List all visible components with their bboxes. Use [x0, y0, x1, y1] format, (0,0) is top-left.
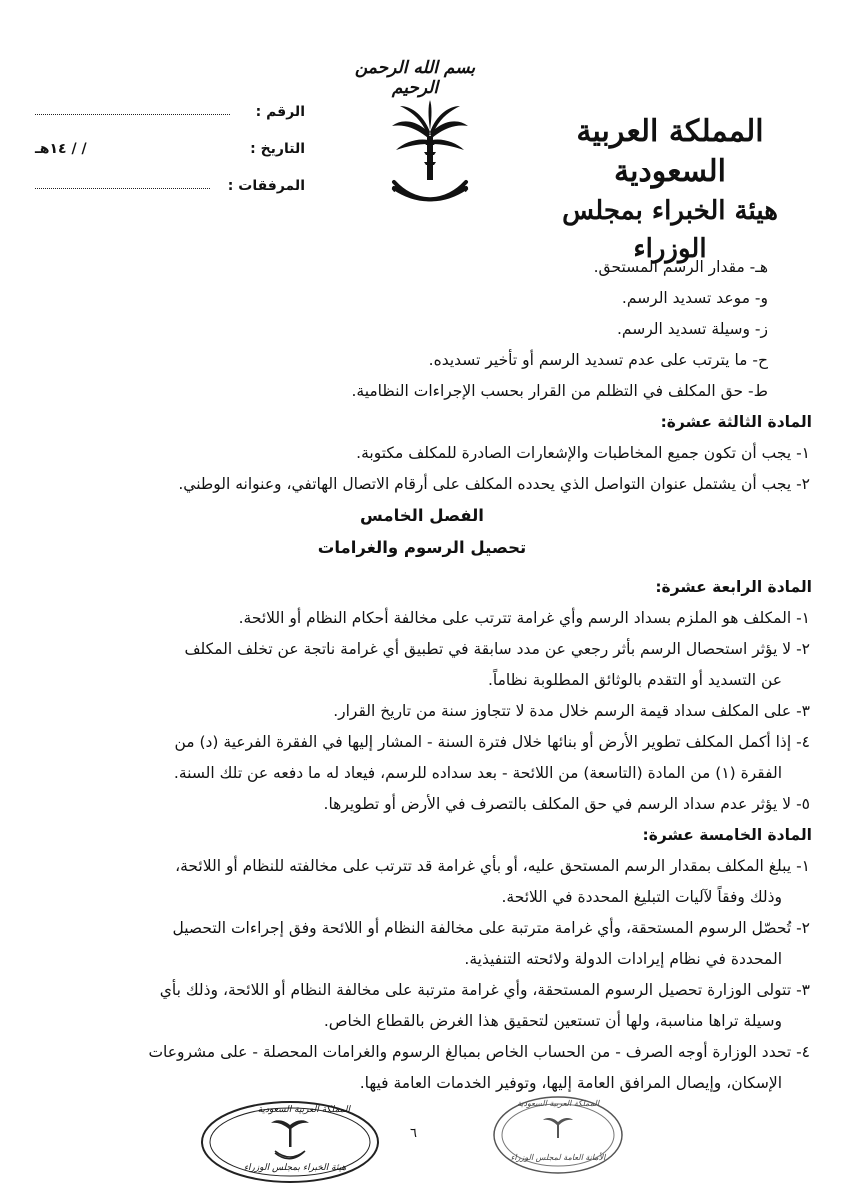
- seal-left-line1: المملكة العربية السعودية: [257, 1105, 350, 1115]
- seal-left-text: [230, 1104, 350, 1116]
- seal-left-text-bottom: [230, 1162, 360, 1174]
- seal-right-text: [508, 1098, 608, 1109]
- article-13-title: المادة الثالثة عشرة:: [660, 413, 812, 431]
- seal-right-text-bottom: [503, 1152, 613, 1163]
- article-15-item-cont: وسيلة تراها مناسبة، ولها أن تستعين لتحقيق هذا الغرض بالقطاع الخاص.: [323, 1012, 782, 1030]
- article-14-item: ٥- لا يؤثر عدم سداد الرسم في حق المكلف بالتصرف في الأرض أو تطويرها.: [323, 795, 810, 813]
- authority-name: هيئة الخبراء بمجلس الوزراء: [562, 196, 778, 264]
- article-14-item: ١- المكلف هو الملزم بسداد الرسم وأي غرامة تترتب على مخالفة أحكام النظام أو اللائحة.: [238, 609, 810, 627]
- list-item: و- موعد تسديد الرسم.: [621, 289, 768, 307]
- date-row: [35, 141, 305, 178]
- page-number: ٦: [410, 1126, 417, 1141]
- chapter-title: الفصل الخامس: [360, 506, 484, 525]
- kingdom-name: المملكة العربية السعودية: [576, 114, 764, 189]
- chapter-subtitle: تحصيل الرسوم والغرامات: [317, 538, 527, 557]
- ref-label: الرقم :: [255, 104, 305, 120]
- article-15-item-cont: وذلك وفقاً لآليات التبليغ المحددة في اللائحة.: [501, 888, 782, 906]
- article-15-item: ٣- تتولى الوزارة تحصيل الرسوم المستحقة، وأي غرامة مترتبة على مخالفة النظام أو اللائحة، وذلك بأي: [159, 981, 810, 999]
- article-15-item: ٤- تحدد الوزارة أوجه الصرف - من الحساب الخاص بمبالغ الرسوم والغرامات المحصلة - على مشروعات: [148, 1043, 810, 1061]
- article-14-item: ٤- إذا أكمل المكلف تطوير الأرض أو بنائها خلال فترة السنة - المشار إليها في الفقرة الفرعية (د) من: [174, 733, 810, 751]
- article-13-item: ١- يجب أن تكون جميع المخاطبات والإشعارات الصادرة للمكلف مكتوبة.: [356, 444, 810, 462]
- reference-block: [35, 104, 305, 215]
- issuer-block: [530, 112, 810, 268]
- article-14-item: ٢- لا يؤثر استحصال الرسم بأثر رجعي عن مدد سابقة في تطبيق أي غرامة ناتجة عن تخلف المكلف: [184, 640, 810, 658]
- attachments-label: المرفقات :: [227, 178, 305, 194]
- seal-right-line2: الأمانة العامة لمجلس الوزراء: [510, 1153, 606, 1162]
- article-14-title: المادة الرابعة عشرة:: [655, 578, 812, 596]
- list-item: ط- حق المكلف في التظلم من القرار بحسب الإجراءات النظامية.: [351, 382, 768, 400]
- list-item: هـ- مقدار الرسم المستحق.: [593, 258, 768, 276]
- article-15-item: ٢- تُحصّل الرسوم المستحقة، وأي غرامة مترتبة على مخالفة النظام أو اللائحة وفق إجراءات التحصيل: [172, 919, 810, 937]
- date-label: التاريخ :: [250, 141, 305, 157]
- article-15-title: المادة الخامسة عشرة:: [642, 826, 812, 844]
- article-13-item: ٢- يجب أن يشتمل عنوان التواصل الذي يحدده المكلف على أرقام الاتصال الهاتفي، وعنوانه الوطني.: [178, 475, 810, 493]
- attachments-row: [35, 178, 305, 215]
- article-14-item-cont: الفقرة (١) من المادة (التاسعة) من اللائحة - بعد سداده للرسم، فيعاد له ما دفعه عن تلك السنة.: [173, 764, 782, 782]
- article-15-item-cont: الإسكان، وإيصال المرافق العامة إليها، وتوفير الخدمات العامة فيها.: [359, 1074, 782, 1092]
- seal-left-line2: هيئة الخبراء بمجلس الوزراء: [243, 1163, 347, 1173]
- seal-right-line1: المملكة العربية السعودية: [516, 1099, 600, 1108]
- ref-row: [35, 104, 305, 141]
- basmala: بسم الله الرحمن الرحيم: [354, 58, 476, 98]
- ref-line: [35, 114, 230, 116]
- list-item: ح- ما يترتب على عدم تسديد الرسم أو تأخير تسديده.: [428, 351, 768, 369]
- article-15-item-cont: المحددة في نظام إيرادات الدولة ولائحته التنفيذية.: [464, 950, 782, 968]
- saudi-emblem-icon: [388, 100, 472, 212]
- attachments-line: [35, 188, 210, 190]
- article-15-item: ١- يبلغ المكلف بمقدار الرسم المستحق عليه، أو بأي غرامة قد تترتب على مخالفته للنظام أو اللائحة،: [175, 857, 810, 875]
- date-value: / / ١٤هـ: [35, 141, 87, 157]
- list-item: ز- وسيلة تسديد الرسم.: [617, 320, 768, 338]
- article-14-item: ٣- على المكلف سداد قيمة الرسم خلال مدة لا تتجاوز سنة من تاريخ القرار.: [333, 702, 810, 720]
- article-14-item-cont: عن التسديد أو التقدم بالوثائق المطلوبة نظاماً.: [487, 671, 782, 689]
- document-body: [32, 252, 812, 1099]
